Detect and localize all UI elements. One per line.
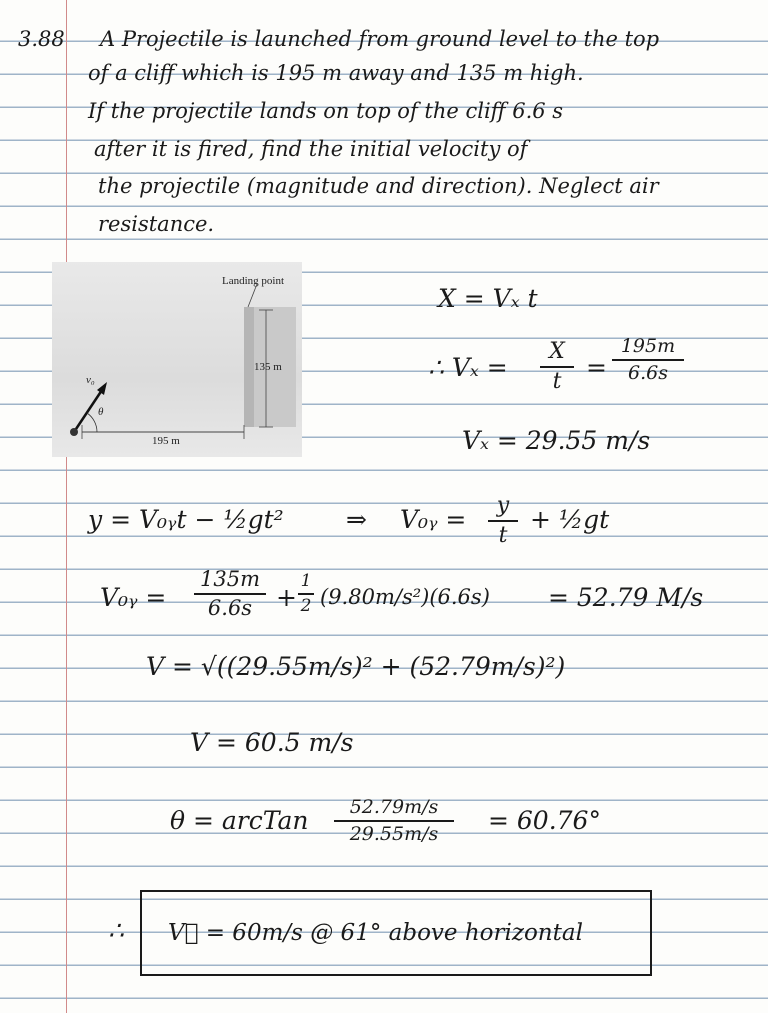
eq-vx-result: Vₓ = 29.55 m/s: [462, 426, 651, 455]
eq-horizontal-motion: X = Vₓ t: [438, 284, 538, 313]
eq-vx-fraction-x-t: X t: [540, 340, 574, 394]
eq-vx-fraction-values: 195m 6.6s: [612, 336, 684, 384]
eq-voy-plus: +: [276, 583, 297, 612]
eq-voy-fraction-y-t: y t: [488, 494, 518, 548]
eq-voy-half: 1 2: [298, 572, 314, 615]
eq-angle-fraction: 52.79m/s 29.55m/s: [334, 797, 454, 845]
margin-line: [66, 0, 67, 1013]
problem-number: 3.88: [18, 27, 65, 51]
eq-voy-prefix: V₀ᵧ =: [400, 505, 467, 534]
velocity-label: v₀: [86, 374, 95, 386]
eq-voy-suffix: + ½gt: [530, 505, 610, 534]
distance-label: 195 m: [152, 435, 180, 447]
eq-voy-gt-term: (9.80m/s²)(6.6s): [320, 585, 490, 609]
eq-vx-equals: =: [586, 353, 607, 382]
eq-voy-sub-prefix: V₀ᵧ =: [100, 583, 167, 612]
eq-speed-result: V = 60.5 m/s: [190, 728, 354, 757]
landing-pointer: [248, 284, 257, 307]
eq-angle-result: = 60.76°: [488, 806, 601, 835]
angle-label: θ: [98, 406, 104, 418]
therefore-symbol: ∴: [108, 916, 124, 945]
problem-line-3: If the projectile lands on top of the cliff 6.6 s: [88, 99, 564, 123]
eq-vertical-motion: y = V₀ᵧt − ½gt²: [88, 505, 284, 534]
eq-angle-prefix: θ = arcTan: [170, 806, 309, 835]
landing-point-label: Landing point: [222, 275, 285, 287]
problem-line-2: of a cliff which is 195 m away and 135 m high.: [88, 61, 584, 85]
problem-line-4: after it is fired, find the initial velocity of: [94, 137, 528, 161]
final-answer: V⃗ = 60m/s @ 61° above horizontal: [168, 920, 583, 946]
height-label: 135 m: [254, 361, 282, 373]
problem-line-6: resistance.: [98, 212, 215, 236]
launch-point: [70, 428, 78, 436]
problem-line-1: A Projectile is launched from ground level to the top: [100, 27, 660, 51]
eq-arrow: ⇒: [346, 505, 367, 534]
cliff-diagram: [52, 262, 302, 457]
eq-vx-prefix: ∴ Vₓ =: [428, 353, 508, 382]
cliff-face: [244, 307, 254, 427]
eq-speed-magnitude: V = √((29.55m/s)² + (52.79m/s)²): [146, 652, 566, 681]
eq-voy-result: = 52.79 M/s: [548, 583, 704, 612]
eq-voy-fraction-values: 135m 6.6s: [194, 568, 266, 620]
angle-arc: [87, 413, 97, 432]
problem-line-5: the projectile (magnitude and direction). Neglect air: [98, 174, 659, 198]
